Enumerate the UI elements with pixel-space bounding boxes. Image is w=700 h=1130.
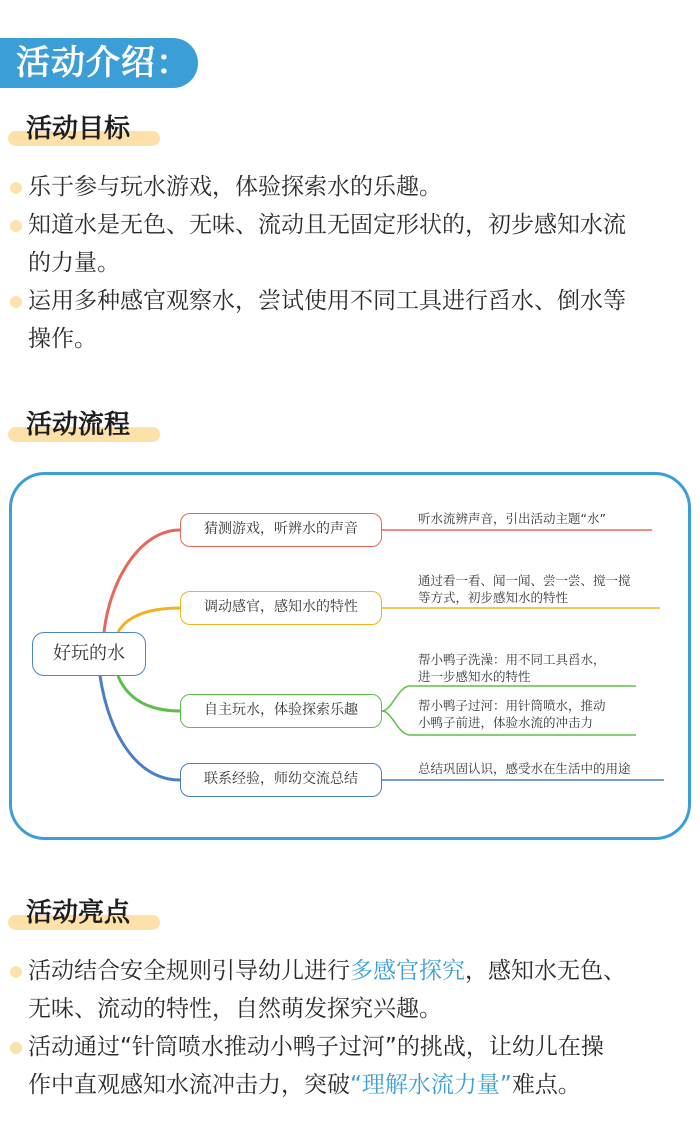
mindmap-branch-node: 猜测游戏，听辨水的声音	[180, 513, 382, 547]
leaf-text-line: 小鸭子前进，体验水流的冲击力	[418, 715, 594, 730]
text-run: 作中直观感知水流冲击力，突破	[28, 1072, 350, 1098]
bullet-dot-icon	[10, 1042, 22, 1054]
connector-branch-4	[100, 676, 180, 780]
goal-text-line: 运用多种感官观察水，尝试使用不同工具进行舀水、倒水等	[28, 288, 626, 314]
text-run: 难点。	[511, 1072, 581, 1098]
connector-branch-1	[104, 530, 180, 632]
section-heading-highlights	[8, 896, 130, 932]
leaf-text-line: 听水流辨声音，引出活动主题“水”	[418, 511, 606, 526]
mindmap-branch-node: 联系经验，师幼交流总结	[180, 763, 382, 797]
leaf-text-line: 等方式，初步感知水的特性	[418, 590, 569, 605]
section-heading-text: 活动亮点	[26, 898, 131, 928]
highlight-text-line: 活动通过“针筒喷水推动小鸭子过河”的挑战，让幼儿在操	[28, 1034, 604, 1060]
highlight-text-line	[28, 1066, 690, 1104]
bullet-dot-icon	[10, 966, 22, 978]
page-title: 活动介绍：	[0, 38, 198, 88]
connector-branch-2	[118, 608, 180, 632]
mindmap-leaf	[418, 697, 606, 731]
connector-branch-3	[118, 676, 180, 711]
mindmap-branch-node: 自主玩水，体验探索乐趣	[180, 694, 382, 728]
leaf-text-line: 通过看一看、闻一闻、尝一尝、搅一搅	[418, 573, 631, 588]
mindmap-leaf	[418, 510, 606, 527]
leaf-text-line: 进一步感知水的特性	[418, 669, 531, 684]
highlight-text-line: 无味、流动的特性，自然萌发探究兴趣。	[28, 996, 442, 1022]
text-run: ，感知水无色、	[465, 958, 626, 984]
goal-text-line: 的力量。	[28, 250, 120, 276]
leaf-text-line: 帮小鸭子过河：用针筒喷水，推动	[418, 698, 606, 713]
mindmap-leaf	[418, 760, 631, 777]
goal-text-line: 乐于参与玩水游戏，体验探索水的乐趣。	[28, 174, 442, 200]
mindmap-leaf	[418, 572, 631, 606]
section-heading-text: 活动目标	[26, 114, 131, 144]
highlights-list	[10, 952, 690, 1104]
highlight-item	[10, 1028, 690, 1104]
leaf-text-line: 总结巩固认识，感受水在生活中的用途	[418, 761, 631, 776]
emphasis-text: “理解水流力量”	[350, 1072, 512, 1098]
highlight-item	[10, 952, 690, 1028]
mindmap-center-node: 好玩的水	[32, 632, 146, 676]
goal-text-line: 操作。	[28, 326, 97, 352]
section-heading-text: 活动流程	[26, 410, 131, 440]
mindmap-leaf	[418, 651, 606, 685]
text-run: 活动结合安全规则引导幼儿进行	[28, 958, 350, 984]
goal-text-line: 知道水是无色、无味、流动且无固定形状的，初步感知水流	[28, 212, 626, 238]
emphasis-text: 多感官探究	[350, 958, 465, 984]
leaf-text-line: 帮小鸭子洗澡：用不同工具舀水，	[418, 652, 606, 667]
highlight-text-line	[28, 952, 690, 990]
mindmap-branch-node: 调动感官，感知水的特性	[180, 591, 382, 625]
